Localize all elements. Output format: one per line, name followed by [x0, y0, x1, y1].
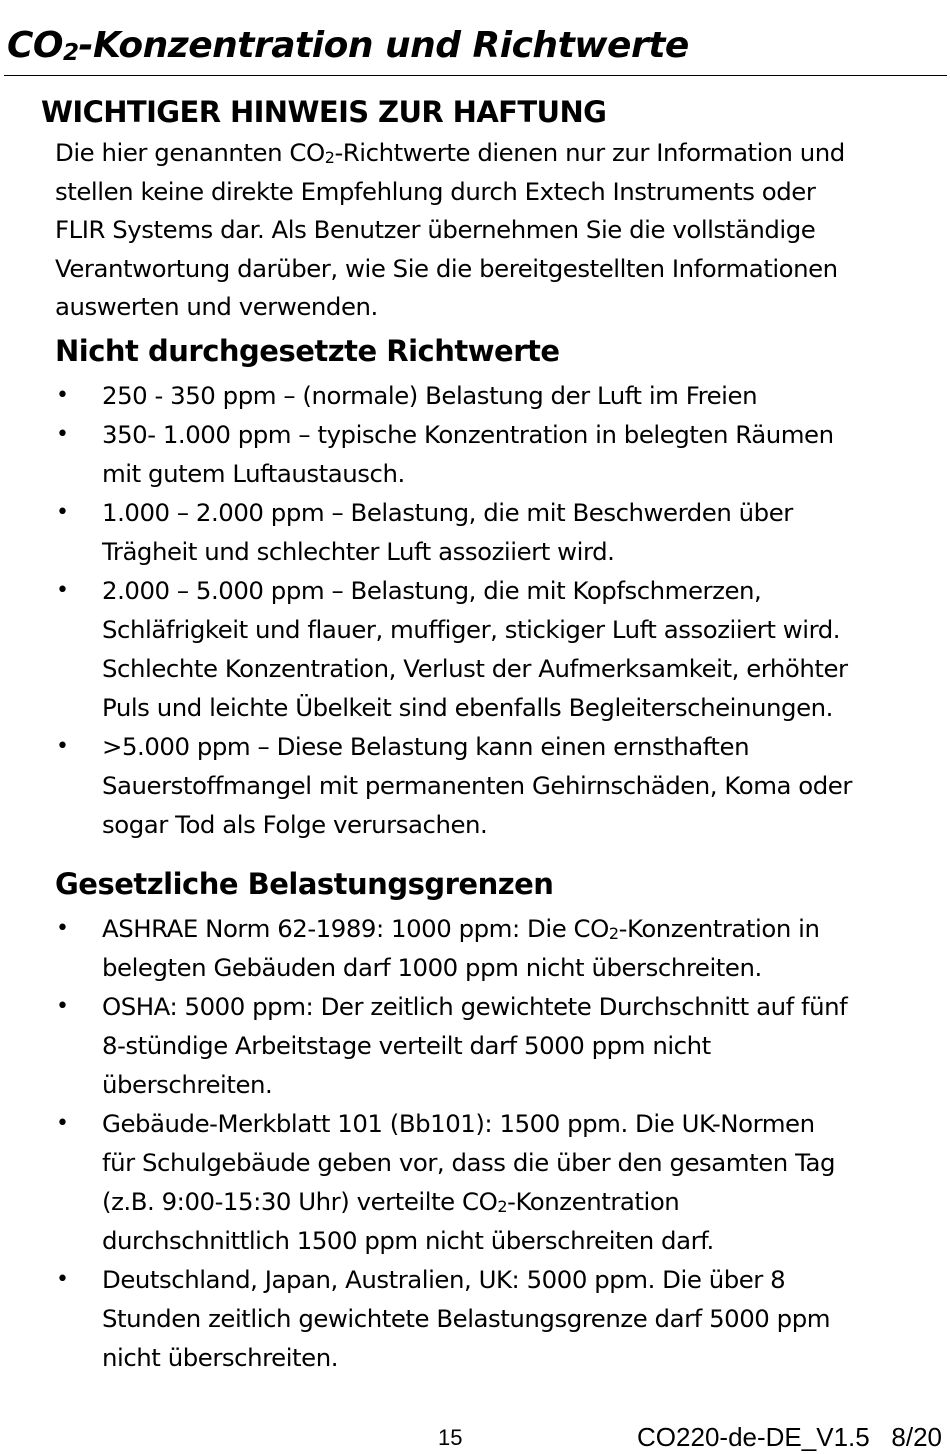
text-run: 350- 1.000 ppm – typische Konzentration in belegten Räumen — [102, 420, 834, 449]
title-pre: CO — [7, 25, 64, 66]
text-line — [102, 948, 932, 987]
text-run: Puls und leichte Übelkeit sind ebenfalls Begleiterscheinungen. — [102, 693, 833, 722]
text-line — [55, 173, 935, 212]
text-run: -Richtwerte dienen nur zur Information und — [334, 138, 845, 167]
list-item-text — [102, 571, 932, 727]
text-line — [102, 571, 932, 610]
text-line — [102, 454, 932, 493]
text-line — [102, 649, 932, 688]
text-run: 2.000 – 5.000 ppm – Belastung, die mit Kopfschmerzen, — [102, 576, 762, 605]
text-run: OSHA: 5000 ppm: Der zeitlich gewichtete Durchschnitt auf fünf — [102, 992, 848, 1021]
text-line — [102, 1104, 932, 1143]
text-run: Deutschland, Japan, Australien, UK: 5000 ppm. Die über 8 — [102, 1265, 786, 1294]
non-enforced-guidelines-heading: Nicht durchgesetzte Richtwerte — [55, 334, 560, 368]
page-title — [7, 20, 689, 72]
text-line — [102, 1065, 932, 1104]
text-line — [55, 288, 935, 327]
text-line — [102, 415, 932, 454]
list-item — [0, 571, 950, 727]
bullet-icon: • — [56, 383, 69, 408]
text-run: stellen keine direkte Empfehlung durch Extech Instruments oder — [55, 176, 816, 206]
bullet-icon: • — [56, 578, 69, 603]
text-run: nicht überschreiten. — [102, 1343, 339, 1372]
list-item-text — [102, 987, 932, 1104]
list-item-text — [102, 415, 932, 493]
list-item — [0, 909, 950, 987]
text-run: Gebäude-Merkblatt 101 (Bb101): 1500 ppm. Die UK-Normen — [102, 1109, 815, 1138]
text-run: belegten Gebäuden darf 1000 ppm nicht überschreiten. — [102, 953, 762, 982]
list-item — [0, 727, 950, 844]
text-run: sogar Tod als Folge verursachen. — [102, 810, 488, 839]
text-run: Die hier genannten CO — [55, 138, 325, 167]
text-line — [102, 1338, 932, 1377]
list-item-text — [102, 909, 932, 987]
list-item-text — [102, 376, 932, 415]
text-line — [102, 1143, 932, 1182]
text-line — [102, 766, 932, 805]
subscript: 2 — [324, 148, 335, 167]
list-item — [0, 376, 950, 415]
subscript: 2 — [608, 924, 619, 943]
text-line — [102, 1026, 932, 1065]
legal-limits-heading: Gesetzliche Belastungsgrenzen — [55, 867, 554, 901]
document-id: CO220-de-DE_V1.5 8/20 — [637, 1422, 942, 1452]
text-line — [102, 987, 932, 1026]
text-run: (z.B. 9:00-15:30 Uhr) verteilte CO — [102, 1187, 498, 1216]
text-line — [55, 211, 935, 250]
list-item-text — [102, 1260, 932, 1377]
bullet-icon: • — [56, 916, 69, 941]
bullet-icon: • — [56, 422, 69, 447]
legal-limits-list — [0, 909, 950, 1377]
bullet-icon: • — [56, 994, 69, 1019]
bullet-icon: • — [56, 1267, 69, 1292]
text-run: mit gutem Luftaustausch. — [102, 459, 405, 488]
list-item — [0, 493, 950, 571]
text-line — [102, 1221, 932, 1260]
text-run: Schlechte Konzentration, Verlust der Aufmerksamkeit, erhöhter — [102, 654, 848, 683]
page-number: 15 — [438, 1425, 463, 1450]
text-run: 250 - 350 ppm – (normale) Belastung der Luft im Freien — [102, 381, 758, 410]
text-run: Schläfrigkeit und flauer, muffiger, stickiger Luft assoziiert wird. — [102, 615, 841, 644]
text-run: -Konzentration in — [618, 914, 820, 943]
text-line — [102, 1182, 932, 1221]
bullet-icon: • — [56, 734, 69, 759]
text-run: für Schulgebäude geben vor, dass die über den gesamten Tag — [102, 1148, 836, 1177]
liability-notice-text — [55, 134, 935, 327]
bullet-icon: • — [56, 500, 69, 525]
subscript: 2 — [497, 1197, 508, 1216]
text-line — [55, 134, 935, 173]
text-line — [102, 727, 932, 766]
text-line — [102, 909, 932, 948]
text-line — [55, 250, 935, 289]
text-line — [102, 376, 932, 415]
list-item-text — [102, 1104, 932, 1260]
list-item — [0, 987, 950, 1104]
text-line — [102, 532, 932, 571]
non-enforced-guidelines-list — [0, 376, 950, 844]
list-item-text — [102, 493, 932, 571]
text-run: 1.000 – 2.000 ppm – Belastung, die mit Beschwerden über — [102, 498, 793, 527]
text-run: ASHRAE Norm 62-1989: 1000 ppm: Die CO — [102, 914, 609, 943]
text-run: >5.000 ppm – Diese Belastung kann einen ernsthaften — [102, 732, 750, 761]
liability-notice-heading: WICHTIGER HINWEIS ZUR HAFTUNG — [41, 95, 607, 129]
list-item — [0, 415, 950, 493]
text-run: FLIR Systems dar. Als Benutzer übernehmen Sie die vollständige — [55, 215, 816, 244]
list-item — [0, 1104, 950, 1260]
bullet-icon: • — [56, 1111, 69, 1136]
text-line — [102, 1260, 932, 1299]
text-run: durchschnittlich 1500 ppm nicht überschreiten darf. — [102, 1226, 714, 1255]
text-run: Stunden zeitlich gewichtete Belastungsgrenze darf 5000 ppm — [102, 1304, 831, 1333]
text-run: überschreiten. — [102, 1070, 273, 1099]
title-post: -Konzentration und Richtwerte — [78, 25, 689, 66]
text-run: 8-stündige Arbeitstage verteilt darf 5000 ppm nicht — [102, 1031, 711, 1060]
text-line — [102, 805, 932, 844]
text-run: Trägheit und schlechter Luft assoziiert wird. — [102, 537, 615, 566]
title-underline — [4, 75, 947, 76]
text-run: auswerten und verwenden. — [55, 292, 378, 321]
text-line — [102, 493, 932, 532]
list-item-text — [102, 727, 932, 844]
text-line — [102, 1299, 932, 1338]
text-line — [102, 610, 932, 649]
list-item — [0, 1260, 950, 1377]
text-line — [102, 688, 932, 727]
text-run: Sauerstoffmangel mit permanenten Gehirnschäden, Koma oder — [102, 771, 852, 800]
text-run: -Konzentration — [507, 1187, 680, 1216]
text-run: Verantwortung darüber, wie Sie die bereitgestellten Informationen — [55, 253, 838, 283]
title-subscript: 2 — [63, 40, 79, 66]
